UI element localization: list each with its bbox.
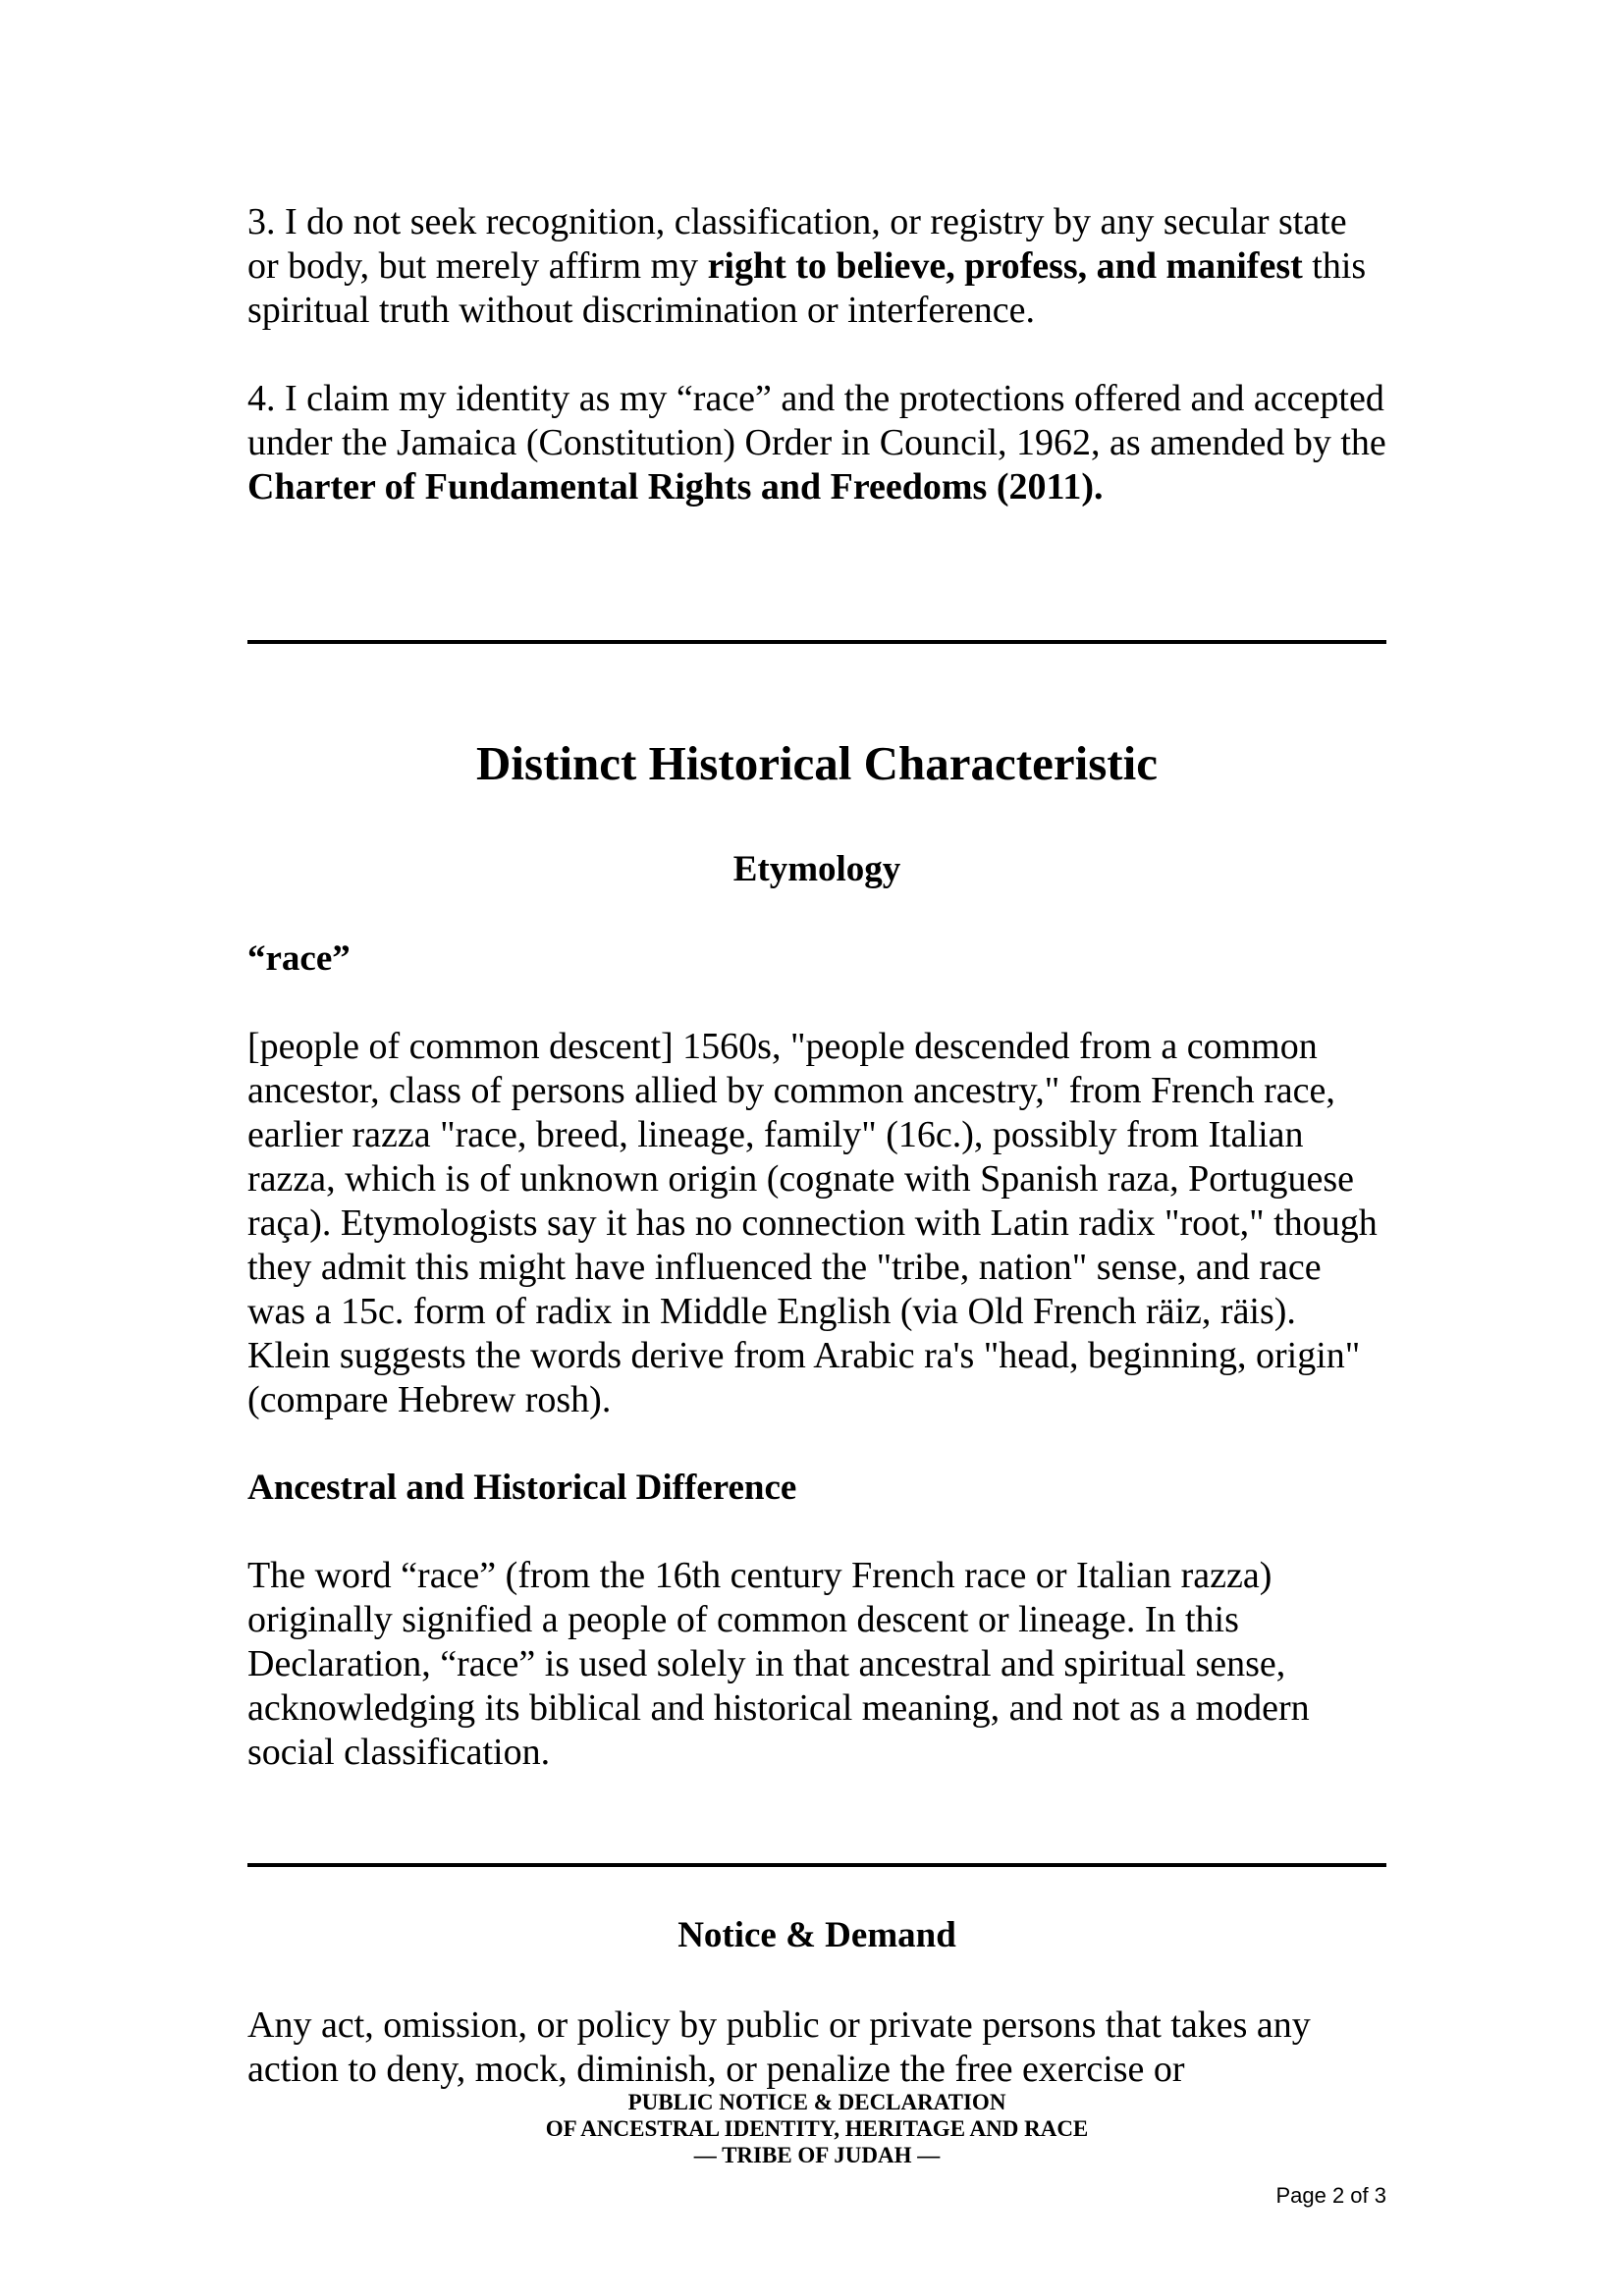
- notice-text: Any act, omission, or policy by public or private persons that takes any action to deny, mock, diminish, or penalize the free exercise or: [247, 2004, 1311, 2090]
- footer-line-1: PUBLIC NOTICE & DECLARATION: [627, 2090, 1006, 2114]
- ancestral-heading: Ancestral and Historical Difference: [247, 1468, 797, 1508]
- item-3-bold-text: right to believe, profess, and manifest: [707, 245, 1303, 287]
- item-4-paragraph: [247, 377, 1386, 509]
- item-3-paragraph: [247, 200, 1386, 333]
- etymology-paragraph: [247, 1025, 1386, 1422]
- page-number: Page 2 of 3: [1275, 2183, 1386, 2208]
- item-3-text-end: this spiritual truth without discrimination or interference.: [247, 245, 1367, 331]
- item-4-text-start: 4. I claim my identity as my “race” and the protections offered and accepted under the Jamaica (Constitution) Order in Council, 1962, as amended by the: [247, 378, 1386, 463]
- etymology-text: [people of common descent] 1560s, "people descended from a common ancestor, class of persons allied by common ancestry," from French race, earlier razza "race, breed, lineage, family" (16c.), possibly from Italian razza, which is of unknown origin (cognate with Spanish raza, Portuguese raça). Etymologists say it has no connection with Latin radix "root," though they admit this might have influenced the "tribe, nation" sense, and race was a 15c. form of radix in Middle English (via Old French räiz, räis). Klein suggests the words derive from Arabic ra's "head, beginning, origin" (compare Hebrew rosh).: [247, 1026, 1378, 1420]
- etymology-heading: Etymology: [732, 849, 901, 889]
- section-title: Distinct Historical Characteristic: [476, 736, 1158, 790]
- item-4-bold-text: Charter of Fundamental Rights and Freedoms (2011).: [247, 466, 1104, 507]
- footer-line-2: OF ANCESTRAL IDENTITY, HERITAGE AND RACE: [545, 2116, 1089, 2141]
- ancestral-text: The word “race” (from the 16th century French race or Italian razza) originally signified a people of common descent or lineage. In this Declaration, “race” is used solely in that ancestral and spiritual sense, acknowledging its biblical and historical meaning, and not as a modern social classification.: [247, 1555, 1310, 1773]
- section-divider-top: [247, 640, 1386, 644]
- item-3-text-start: 3. I do not seek recognition, classification, or registry by any secular state or body, but merely affirm my: [247, 201, 1347, 287]
- notice-paragraph: [247, 2003, 1386, 2092]
- ancestral-paragraph: [247, 1554, 1386, 1775]
- race-term-heading: “race”: [247, 938, 351, 979]
- notice-heading: Notice & Demand: [677, 1915, 956, 1955]
- footer-line-3: — TRIBE OF JUDAH —: [693, 2143, 941, 2167]
- section-divider-bottom: [247, 1863, 1386, 1867]
